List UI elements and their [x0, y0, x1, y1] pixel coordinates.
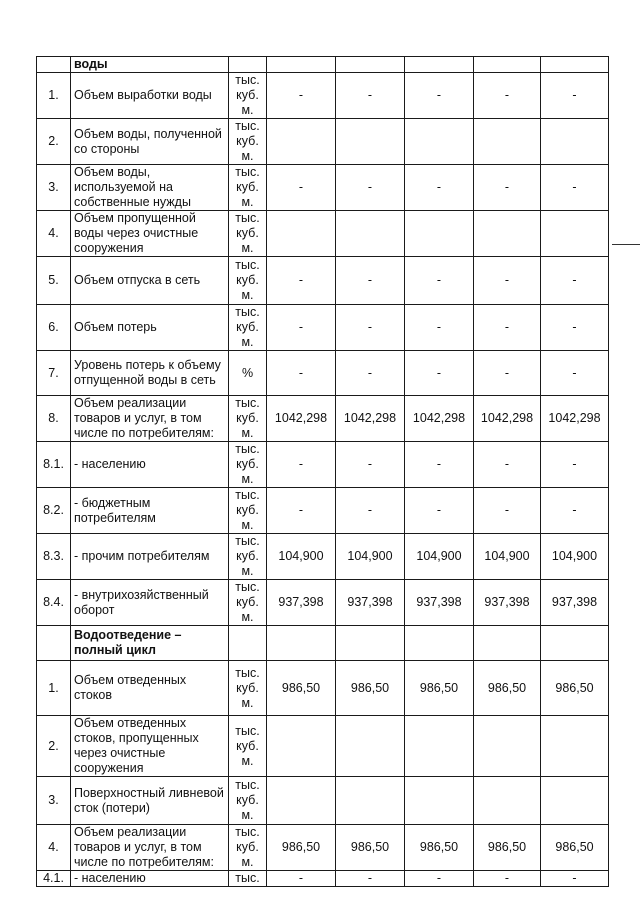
indicator-name: Уровень потерь к объему отпущенной воды в сеть: [71, 351, 229, 396]
indicator-name: Объем воды, используемой на собственные нужды: [71, 165, 229, 211]
indicators-table: [36, 56, 609, 887]
value-cell: [405, 777, 474, 825]
unit-cell: %: [229, 351, 267, 396]
value-cell: [541, 211, 609, 257]
value-cell: -: [336, 257, 405, 305]
row-number: 6.: [37, 305, 71, 351]
value-cell: [541, 777, 609, 825]
value-cell: 937,398: [267, 580, 336, 626]
value-cell: -: [541, 871, 609, 887]
row-number: 2.: [37, 119, 71, 165]
table-row: [37, 257, 609, 305]
value-cell: [405, 57, 474, 73]
table-row: [37, 871, 609, 887]
value-cell: [474, 626, 541, 661]
value-cell: -: [336, 165, 405, 211]
value-cell: -: [474, 488, 541, 534]
value-cell: -: [474, 871, 541, 887]
section-header-row: [37, 57, 609, 73]
value-cell: -: [336, 871, 405, 887]
value-cell: -: [474, 442, 541, 488]
value-cell: [474, 57, 541, 73]
value-cell: [336, 626, 405, 661]
table-row: [37, 777, 609, 825]
value-cell: -: [405, 73, 474, 119]
indicator-name: Водоотведение – полный цикл: [71, 626, 229, 661]
value-cell: -: [267, 442, 336, 488]
value-cell: 986,50: [541, 661, 609, 716]
indicator-name: - бюджетным потребителям: [71, 488, 229, 534]
value-cell: [267, 716, 336, 777]
value-cell: -: [336, 442, 405, 488]
table-row: [37, 73, 609, 119]
value-cell: 986,50: [541, 825, 609, 871]
value-cell: -: [541, 73, 609, 119]
value-cell: [336, 716, 405, 777]
unit-cell: тыс. куб. м.: [229, 396, 267, 442]
value-cell: -: [336, 351, 405, 396]
value-cell: -: [474, 351, 541, 396]
value-cell: [474, 119, 541, 165]
indicator-name: Объем реализации товаров и услуг, в том числе по потребителям:: [71, 825, 229, 871]
unit-cell: тыс. куб. м.: [229, 488, 267, 534]
unit-cell: тыс. куб. м.: [229, 73, 267, 119]
value-cell: -: [405, 488, 474, 534]
value-cell: 937,398: [405, 580, 474, 626]
value-cell: [405, 626, 474, 661]
value-cell: -: [541, 351, 609, 396]
value-cell: [474, 716, 541, 777]
row-number: 3.: [37, 777, 71, 825]
value-cell: -: [267, 165, 336, 211]
value-cell: [267, 211, 336, 257]
unit-cell: тыс.: [229, 871, 267, 887]
value-cell: -: [267, 257, 336, 305]
value-cell: -: [474, 305, 541, 351]
indicator-name: Поверхностный ливневой сток (потери): [71, 777, 229, 825]
unit-cell: тыс. куб. м.: [229, 825, 267, 871]
row-number: 1.: [37, 73, 71, 119]
value-cell: -: [541, 488, 609, 534]
value-cell: 1042,298: [405, 396, 474, 442]
value-cell: -: [267, 73, 336, 119]
table-row: [37, 534, 609, 580]
row-number: 8.: [37, 396, 71, 442]
unit-cell: тыс. куб. м.: [229, 716, 267, 777]
unit-cell: [229, 57, 267, 73]
unit-cell: тыс. куб. м.: [229, 580, 267, 626]
indicator-name: Объем реализации товаров и услуг, в том числе по потребителям:: [71, 396, 229, 442]
value-cell: [405, 211, 474, 257]
table-body: [37, 57, 609, 887]
value-cell: [541, 716, 609, 777]
table-row: [37, 211, 609, 257]
value-cell: 986,50: [474, 825, 541, 871]
value-cell: -: [541, 442, 609, 488]
row-number: 4.1.: [37, 871, 71, 887]
row-number: [37, 626, 71, 661]
value-cell: 1042,298: [267, 396, 336, 442]
value-cell: [267, 777, 336, 825]
value-cell: -: [405, 165, 474, 211]
value-cell: [474, 777, 541, 825]
indicator-name: воды: [71, 57, 229, 73]
unit-cell: тыс. куб. м.: [229, 257, 267, 305]
unit-cell: тыс. куб. м.: [229, 119, 267, 165]
value-cell: -: [474, 257, 541, 305]
value-cell: [541, 57, 609, 73]
unit-cell: тыс. куб. м.: [229, 165, 267, 211]
table-row: [37, 580, 609, 626]
unit-cell: тыс. куб. м.: [229, 777, 267, 825]
table-row: [37, 165, 609, 211]
table-row: [37, 716, 609, 777]
value-cell: 104,900: [405, 534, 474, 580]
row-number: 4.: [37, 825, 71, 871]
value-cell: 104,900: [336, 534, 405, 580]
value-cell: -: [267, 305, 336, 351]
unit-cell: тыс. куб. м.: [229, 211, 267, 257]
value-cell: 986,50: [267, 661, 336, 716]
indicator-name: Объем пропущенной воды через очистные сооружения: [71, 211, 229, 257]
value-cell: [474, 211, 541, 257]
value-cell: -: [267, 488, 336, 534]
table-row: [37, 119, 609, 165]
value-cell: -: [405, 442, 474, 488]
value-cell: 104,900: [474, 534, 541, 580]
value-cell: 104,900: [541, 534, 609, 580]
value-cell: 937,398: [474, 580, 541, 626]
value-cell: -: [405, 305, 474, 351]
value-cell: [541, 119, 609, 165]
row-number: [37, 57, 71, 73]
unit-cell: тыс. куб. м.: [229, 305, 267, 351]
table-row: [37, 442, 609, 488]
value-cell: [336, 57, 405, 73]
value-cell: [336, 211, 405, 257]
value-cell: 986,50: [336, 825, 405, 871]
indicator-name: - прочим потребителям: [71, 534, 229, 580]
value-cell: 1042,298: [474, 396, 541, 442]
row-number: 8.3.: [37, 534, 71, 580]
value-cell: [541, 626, 609, 661]
unit-cell: тыс. куб. м.: [229, 442, 267, 488]
value-cell: [405, 716, 474, 777]
value-cell: 104,900: [267, 534, 336, 580]
table-row: [37, 351, 609, 396]
value-cell: 1042,298: [541, 396, 609, 442]
value-cell: [267, 626, 336, 661]
indicator-name: Объем отведенных стоков: [71, 661, 229, 716]
indicator-name: Объем потерь: [71, 305, 229, 351]
table-row: [37, 825, 609, 871]
value-cell: [267, 57, 336, 73]
value-cell: 1042,298: [336, 396, 405, 442]
value-cell: 986,50: [474, 661, 541, 716]
indicator-name: - внутрихозяйственный оборот: [71, 580, 229, 626]
value-cell: [336, 119, 405, 165]
row-number: 3.: [37, 165, 71, 211]
indicator-name: - населению: [71, 871, 229, 887]
table-row: [37, 488, 609, 534]
unit-cell: [229, 626, 267, 661]
value-cell: [405, 119, 474, 165]
row-number: 7.: [37, 351, 71, 396]
table-row: [37, 661, 609, 716]
unit-cell: тыс. куб. м.: [229, 661, 267, 716]
value-cell: -: [541, 305, 609, 351]
value-cell: 937,398: [336, 580, 405, 626]
value-cell: 986,50: [405, 661, 474, 716]
value-cell: [336, 777, 405, 825]
value-cell: 986,50: [267, 825, 336, 871]
row-number: 8.2.: [37, 488, 71, 534]
row-number: 1.: [37, 661, 71, 716]
value-cell: -: [541, 165, 609, 211]
value-cell: -: [405, 351, 474, 396]
unit-cell: тыс. куб. м.: [229, 534, 267, 580]
indicator-name: Объем выработки воды: [71, 73, 229, 119]
value-cell: -: [336, 488, 405, 534]
row-number: 8.4.: [37, 580, 71, 626]
value-cell: -: [474, 73, 541, 119]
value-cell: 986,50: [336, 661, 405, 716]
indicator-name: - населению: [71, 442, 229, 488]
value-cell: [267, 119, 336, 165]
indicator-name: Объем отведенных стоков, пропущенных через очистные сооружения: [71, 716, 229, 777]
value-cell: 937,398: [541, 580, 609, 626]
row-number: 4.: [37, 211, 71, 257]
value-cell: -: [336, 73, 405, 119]
value-cell: -: [336, 305, 405, 351]
row-number: 8.1.: [37, 442, 71, 488]
table-row: [37, 396, 609, 442]
value-cell: -: [541, 257, 609, 305]
row-number: 2.: [37, 716, 71, 777]
value-cell: -: [405, 257, 474, 305]
table-row: [37, 305, 609, 351]
indicator-name: Объем воды, полученной со стороны: [71, 119, 229, 165]
value-cell: -: [267, 871, 336, 887]
value-cell: -: [405, 871, 474, 887]
value-cell: 986,50: [405, 825, 474, 871]
row-number: 5.: [37, 257, 71, 305]
section-header-row: [37, 626, 609, 661]
indicator-name: Объем отпуска в сеть: [71, 257, 229, 305]
value-cell: -: [474, 165, 541, 211]
value-cell: -: [267, 351, 336, 396]
scan-artifact-line: [612, 244, 640, 245]
